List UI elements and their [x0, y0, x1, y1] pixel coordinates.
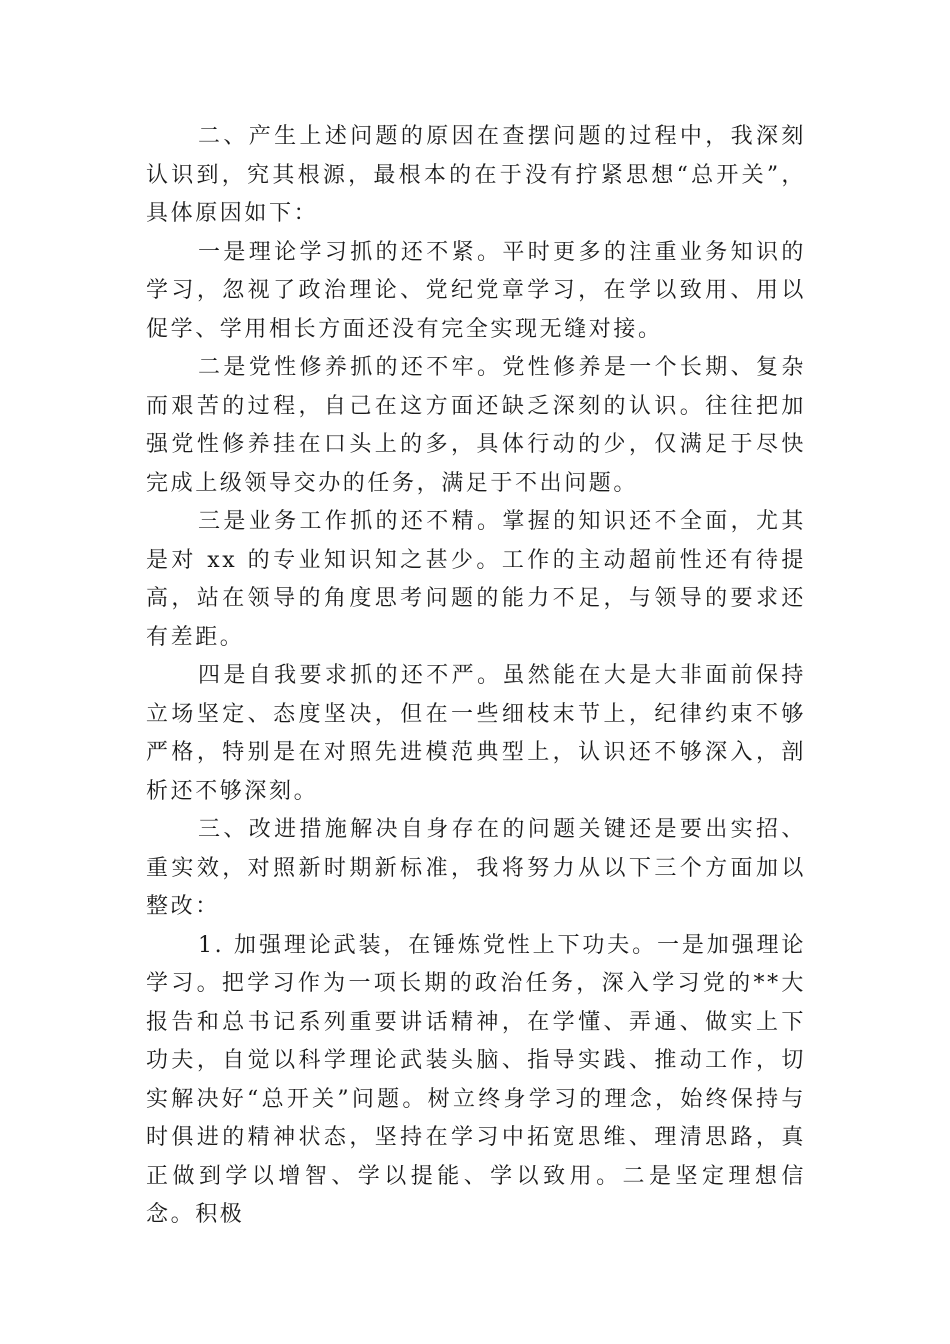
paragraph-improvement-intro: 三、改进措施解决自身存在的问题关键还是要出实招、重实效，对照新时期新标准，我将努力从以下三个方面加以整改： [146, 817, 806, 919]
paragraph-cause-self-discipline: 四是自我要求抓的还不严。虽然能在大是大非面前保持立场坚定、态度坚决，但在一些细枝末节上，纪律约束不够严格，特别是在对照先进模范典型上，认识还不够深入，剖析还不够深刻。 [146, 663, 806, 804]
paragraph-measure-1: 1. 加强理论武装，在锤炼党性上下功夫。一是加强理论学习。把学习作为一项长期的政治任务，深入学习党的**大报告和总书记系列重要讲话精神，在学懂、弄通、做实上下功夫，自觉以科学理论武装头脑、指导实践、推动工作，切实解决好“总开关”问题。树立终身学习的理念，始终保持与时俱进的精神状态，坚持在学习中拓宽思维、理清思路，真正做到学以增智、学以提能、学以致用。二是坚定理想信念。积极 [146, 932, 806, 1227]
document-body [146, 118, 806, 1235]
paragraph-cause-business-work: 三是业务工作抓的还不精。掌握的知识还不全面，尤其是对 xx 的专业知识知之甚少。工作的主动超前性还有待提高，站在领导的角度思考问题的能力不足，与领导的要求还有差距。 [146, 509, 806, 650]
paragraph-causes-intro: 二、产生上述问题的原因在查摆问题的过程中，我深刻认识到，究其根源，最根本的在于没有拧紧思想“总开关”，具体原因如下： [146, 124, 806, 226]
paragraph-cause-party-spirit: 二是党性修养抓的还不牢。党性修养是一个长期、复杂而艰苦的过程，自己在这方面还缺乏深刻的认识。往往把加强党性修养挂在口头上的多，具体行动的少，仅满足于尽快完成上级领导交办的任务，满足于不出问题。 [146, 355, 806, 496]
paragraph-cause-theory-study: 一是理论学习抓的还不紧。平时更多的注重业务知识的学习，忽视了政治理论、党纪党章学习，在学以致用、用以促学、学用相长方面还没有完全实现无缝对接。 [146, 239, 806, 342]
